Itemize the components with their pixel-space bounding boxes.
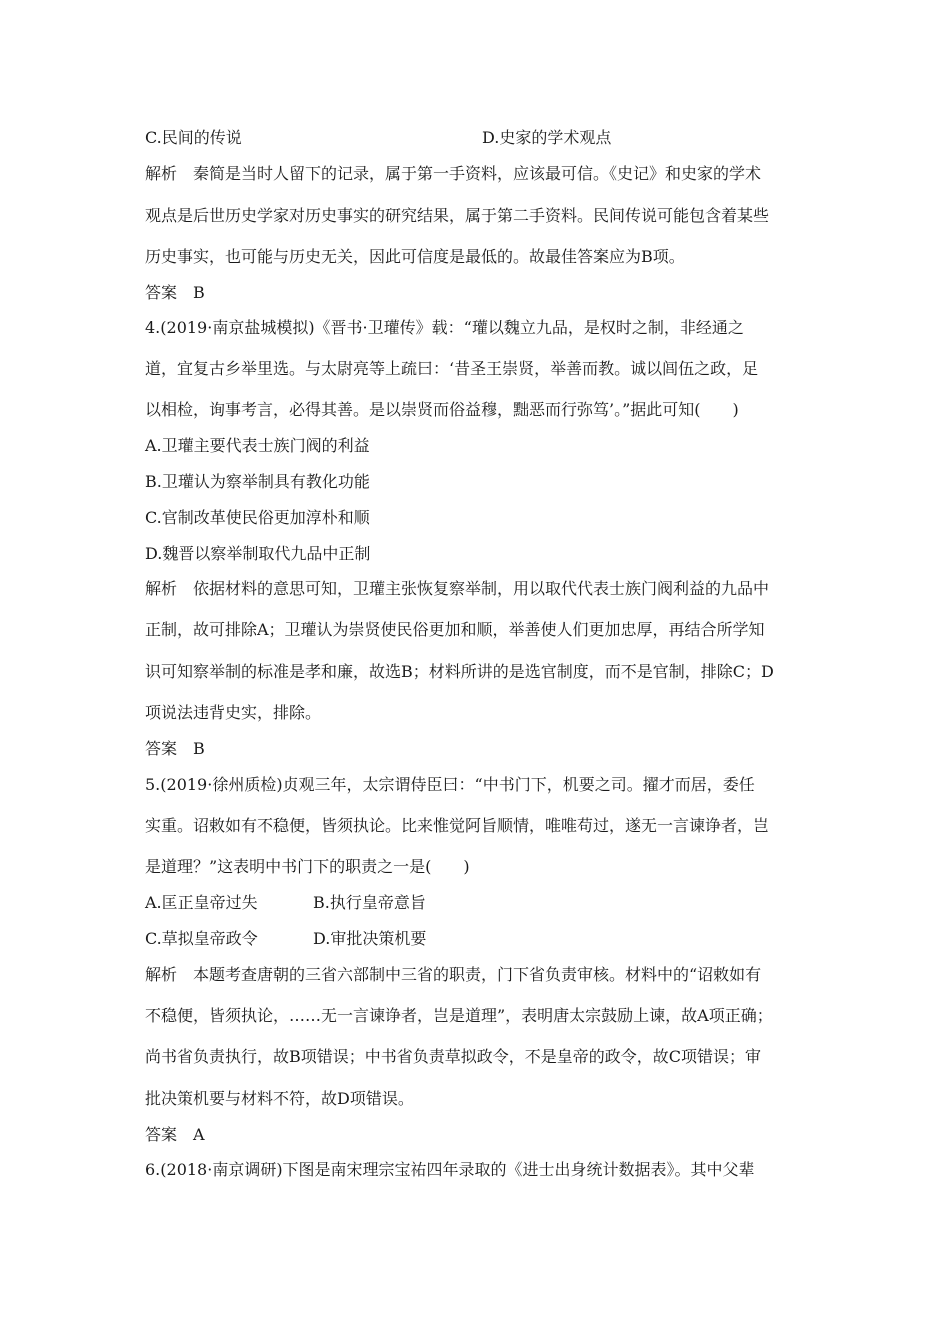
q4-stem-line: 道，宜复古乡举里选。与太尉亮等上疏曰：‘昔圣王崇贤，举善而教。诚以闾伍之政，足	[145, 359, 759, 378]
q5-option-d: D.审批决策机要	[313, 929, 427, 948]
q4-answer: 答案 B	[145, 739, 205, 758]
q4-stem-line: 以相检，询事考言，必得其善。是以崇贤而俗益穆，黜恶而行弥笃’。”据此可知( )	[145, 400, 739, 419]
q4-analysis-line: 识可知察举制的标准是孝和廉，故选B；材料所讲的是选官制度，而不是官制，排除C；D	[145, 662, 774, 681]
q5-analysis-line: 解析 本题考查唐朝的三省六部制中三省的职责，门下省负责审核。材料中的“诏敕如有	[145, 965, 762, 984]
q4-analysis-line: 正制，故可排除A；卫瓘认为崇贤使民俗更加和顺，举善使人们更加忠厚，再结合所学知	[145, 620, 765, 639]
q3-analysis-line: 历史事实，也可能与历史无关，因此可信度是最低的。故最佳答案应为B项。	[145, 247, 685, 266]
q4-option-b: B.卫瓘认为察举制具有教化功能	[145, 472, 370, 491]
q3-option-c: C.民间的传说	[145, 128, 242, 147]
q5-option-b: B.执行皇帝意旨	[313, 893, 426, 912]
q5-option-a: A.匡正皇帝过失	[145, 893, 258, 912]
q6-stem-line: 6.(2018·南京调研)下图是南宋理宗宝祐四年录取的《进士出身统计数据表》。其中父辈	[145, 1160, 755, 1179]
q5-analysis-line: 批决策机要与材料不符，故D项错误。	[145, 1089, 414, 1108]
q4-option-a: A.卫瓘主要代表士族门阀的利益	[145, 436, 370, 455]
q3-analysis-line: 解析 秦简是当时人留下的记录，属于第一手资料，应该最可信。《史记》和史家的学术	[145, 164, 762, 183]
q4-option-d: D.魏晋以察举制取代九品中正制	[145, 544, 371, 563]
q5-analysis-line: 尚书省负责执行，故B项错误；中书省负责草拟政令，不是皇帝的政令，故C项错误；审	[145, 1047, 762, 1066]
q5-stem-line: 实重。诏敕如有不稳便，皆须执论。比来惟觉阿旨顺情，唯唯苟过，遂无一言谏诤者，岂	[145, 816, 770, 835]
q5-stem-line: 5.(2019·徐州质检)贞观三年，太宗谓侍臣曰：“中书门下，机要之司。擢才而居，委任	[145, 775, 755, 794]
q5-option-c: C.草拟皇帝政令	[145, 929, 258, 948]
q5-analysis-line: 不稳便，皆须执论，……无一言谏诤者，岂是道理”，表明唐太宗鼓励上谏，故A项正确；	[145, 1006, 773, 1025]
q3-answer: 答案 B	[145, 283, 205, 302]
q4-analysis-line: 项说法违背史实，排除。	[145, 703, 322, 722]
q5-answer: 答案 A	[145, 1125, 205, 1144]
q4-analysis-line: 解析 依据材料的意思可知，卫瓘主张恢复察举制，用以取代代表士族门阀利益的九品中	[145, 579, 770, 598]
q4-option-c: C.官制改革使民俗更加淳朴和顺	[145, 508, 370, 527]
q4-stem-line: 4.(2019·南京盐城模拟)《晋书·卫瓘传》载：“瓘以魏立九品，是权时之制，非经通之	[145, 318, 744, 337]
q3-analysis-line: 观点是后世历史学家对历史事实的研究结果，属于第二手资料。民间传说可能包含着某些	[145, 206, 770, 225]
q5-stem-line: 是道理？”这表明中书门下的职责之一是( )	[145, 857, 470, 876]
q3-option-d: D.史家的学术观点	[482, 128, 612, 147]
